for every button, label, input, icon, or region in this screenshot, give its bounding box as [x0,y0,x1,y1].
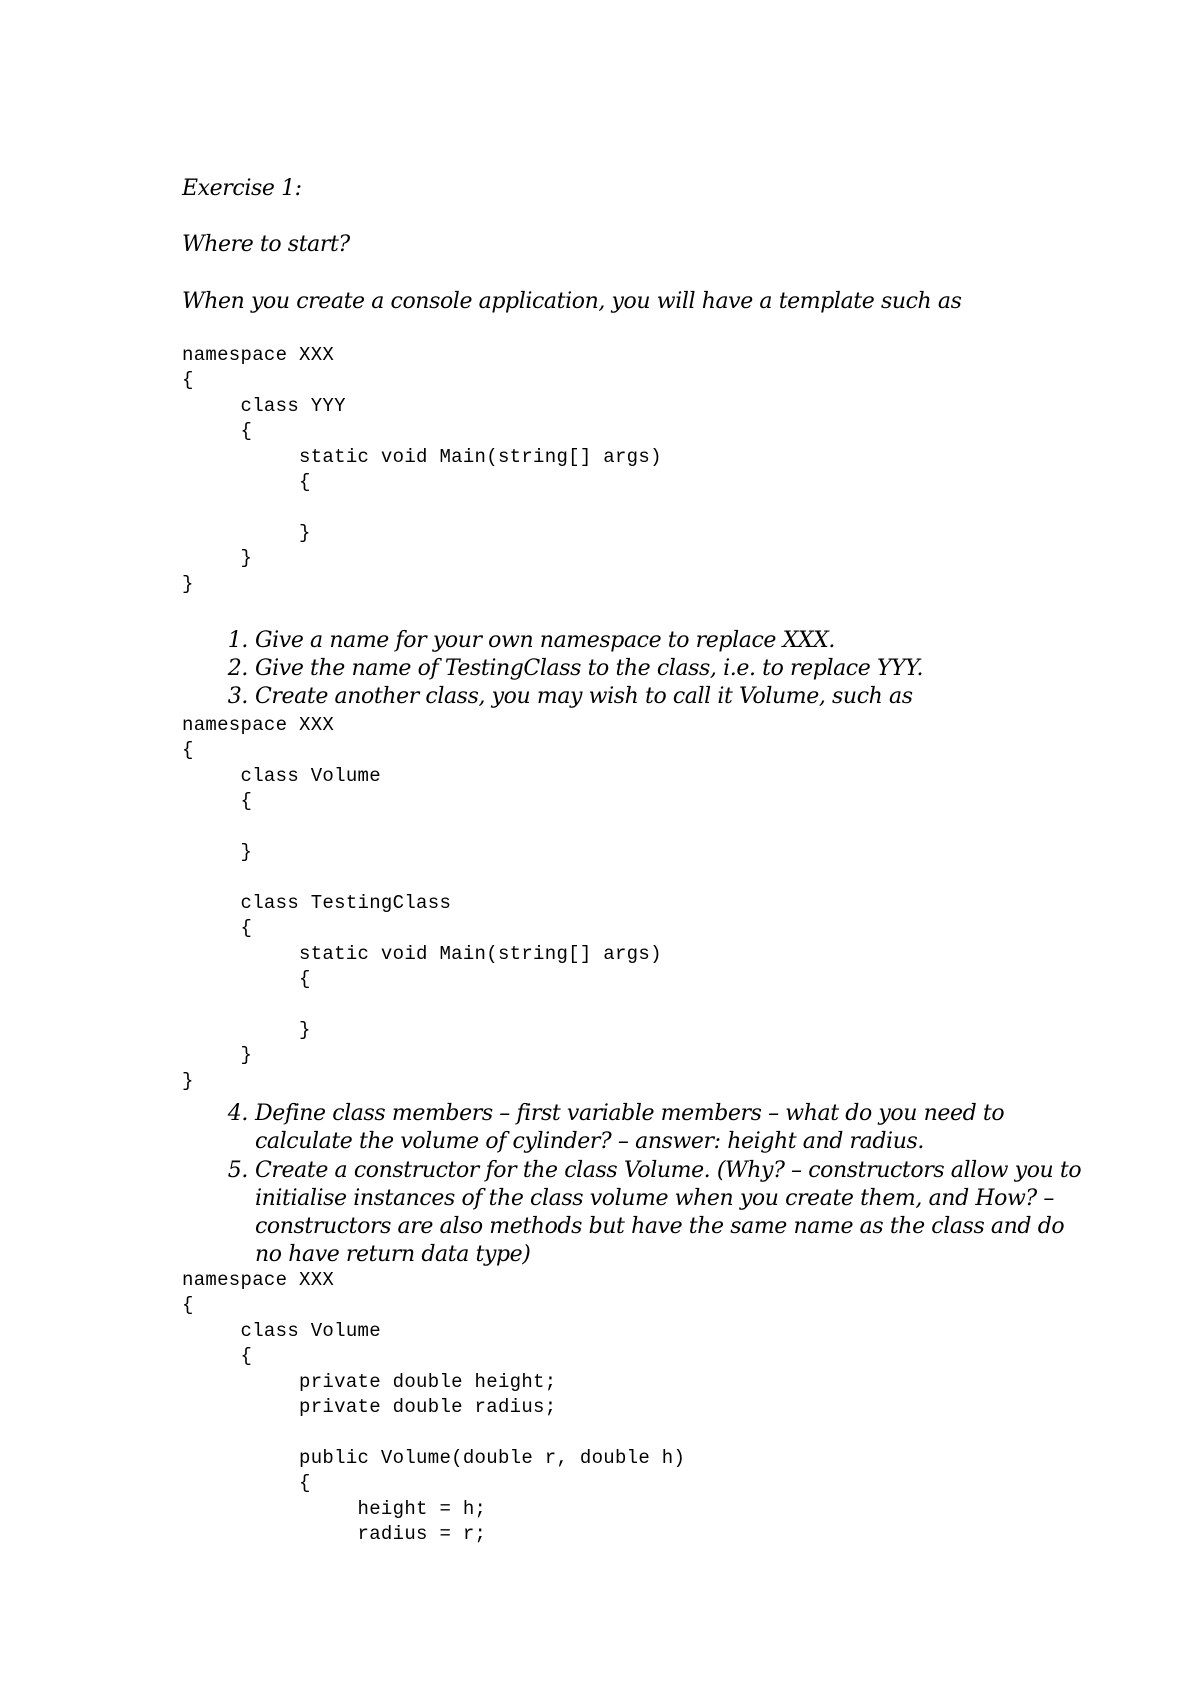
list-text: Give a name for your own namespace to replace XXX. [255,628,835,653]
code-block-template: namespace XXX { class YYY { static void Main(string[] args) { } } } [182,344,662,595]
list-text: Create another class, you may wish to call it Volume, such as [255,684,913,709]
list-number: 4. [227,1101,248,1126]
where-to-start-subheading: Where to start? [182,232,350,257]
exercise-heading: Exercise 1: [182,176,302,201]
code-block-volume-class: namespace XXX { class Volume { } class TestingClass { static void Main(string[] args) { } } } [182,714,662,1092]
code-block-constructor: namespace XXX { class Volume { private double height; private double radius; public Volume(double r, double h) { height = h; radius = r; [182,1269,686,1546]
list-text: Create a constructor for the class Volume. (Why? – constructors allow you to initialise instances of the class volume when you create them, and How? – constructors are also methods but have the same name as the class and do no have return data type) [255,1158,1082,1267]
list-text: Give the name of TestingClass to the class, i.e. to replace YYY. [255,656,924,681]
list-number: 1. [227,628,248,653]
intro-paragraph: When you create a console application, you will have a template such as [182,289,962,314]
list-number: 5. [227,1158,248,1183]
list-number: 2. [227,656,248,681]
list-number: 3. [227,684,248,709]
list-text: Define class members – first variable members – what do you need to calculate the volume of cylinder? – answer: height and radius. [255,1101,1005,1154]
